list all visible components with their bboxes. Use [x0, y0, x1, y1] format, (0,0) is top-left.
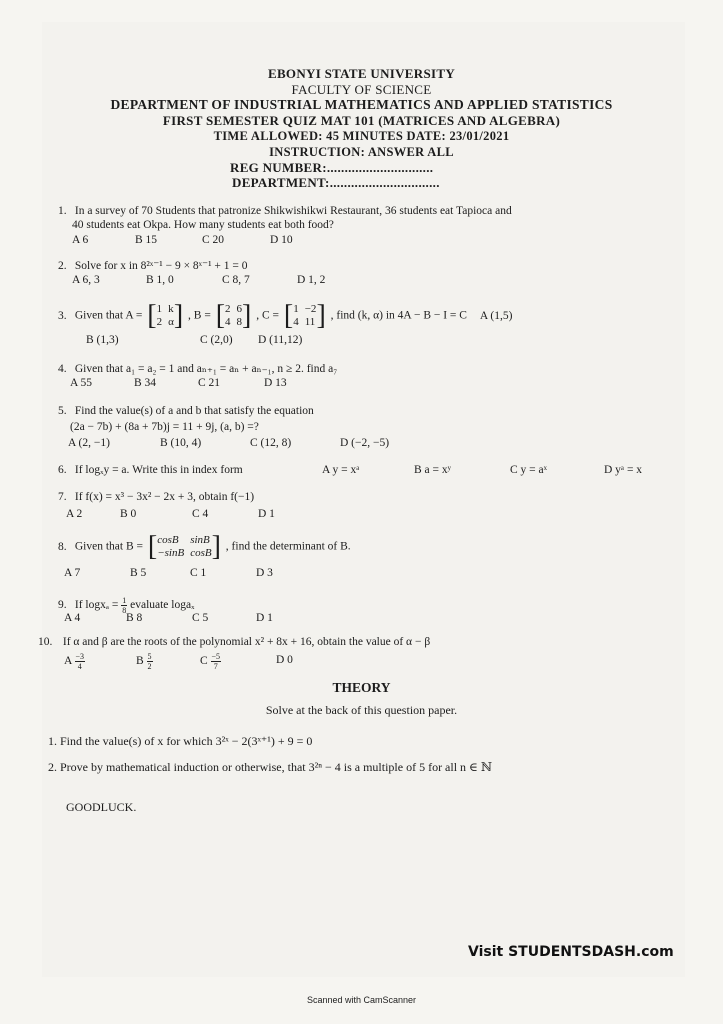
- q4-option-d: D 13: [264, 377, 287, 389]
- q2-option-a: A 6, 3: [72, 274, 100, 286]
- q6-option-a: A y = xᵃ: [322, 464, 360, 476]
- department-name: DEPARTMENT OF INDUSTRIAL MATHEMATICS AND APPLIED STATISTICS: [110, 97, 613, 112]
- q1-option-d: D 10: [270, 234, 293, 246]
- question-10: [38, 636, 430, 648]
- question-8: 8. Given that B = [ cosB sinB −sinB cosB ] , find the determinant of B.: [58, 531, 351, 562]
- q9-option-a: A 4: [64, 612, 81, 624]
- theory-instruction: Solve at the back of this question paper.: [265, 703, 458, 717]
- q4-option-c: C 21: [198, 377, 221, 389]
- question-9: 9. If logxₐ = $\frac{1}{8}$ evaluate logaₓ: [58, 596, 195, 615]
- question-2: [58, 258, 248, 272]
- goodluck-text: GOODLUCK.: [66, 800, 137, 814]
- q10-option-b: B $\frac{5}{2}$: [136, 652, 152, 671]
- q8-option-a: A 7: [64, 567, 81, 579]
- question-text: In a survey of 70 Students that patronize Shikwishikwi Restaurant, 36 students eat Tapioca and: [74, 205, 512, 217]
- q1-option-a: A 6: [72, 234, 89, 246]
- question-text: If α and β are the roots of the polynomial x² + 8x + 16, obtain the value of α − β: [62, 636, 431, 648]
- question-6: [58, 464, 243, 476]
- q6-option-b: B a = xʸ: [414, 464, 452, 476]
- matrix-b-trig: [ cosB sinB −sinB cosB ]: [147, 531, 221, 562]
- time-date: TIME ALLOWED: 45 MINUTES DATE: 23/01/2021: [213, 129, 510, 143]
- q8-option-b: B 5: [130, 567, 147, 579]
- q5-option-a: A (2, −1): [68, 437, 110, 449]
- matrix-c: [ 1 −2 4 11 ]: [283, 300, 326, 331]
- watermark-visit-link: Visit STUDENTSDASH.com: [468, 944, 674, 960]
- theory-question-2: 2. Prove by mathematical induction or otherwise, that 3²ⁿ − 4 is a multiple of 5 for all n ∈ ℕ: [48, 760, 492, 774]
- question-number: 2.: [58, 260, 67, 272]
- q8-option-c: C 1: [190, 567, 207, 579]
- q2-option-c: C 8, 7: [222, 274, 250, 286]
- question-text: Given that a₁ = a₂ = 1 and aₙ₊₁ = aₙ + aₙ₋₁, n ≥ 2. find a₇: [74, 363, 338, 375]
- reg-number-field: REG NUMBER:..............................: [230, 160, 434, 175]
- q4-option-b: B 34: [134, 377, 157, 389]
- q5-option-c: C (12, 8): [250, 437, 292, 449]
- question-7: [58, 491, 254, 503]
- q3-option-c: C (2,0): [200, 334, 233, 346]
- q3-option-a: A (1,5): [479, 309, 513, 322]
- course-title: FIRST SEMESTER QUIZ MAT 101 (MATRICES AND ALGEBRA): [162, 113, 561, 128]
- question-number: 4.: [58, 363, 67, 375]
- q3-option-d: D (11,12): [258, 334, 303, 346]
- question-3: 3. Given that A = [ 1 k 2 α ] , B = [ 2 6 4 8 ] , C = [ 1 −2 4 11 ] , find (k, α) in 4A − B − I = C A (1,5): [58, 300, 513, 331]
- instruction: INSTRUCTION: ANSWER ALL: [269, 145, 454, 159]
- q7-option-a: A 2: [66, 508, 83, 520]
- question-text: If logxₐ =: [74, 599, 119, 612]
- q5-option-b: B (10, 4): [160, 437, 202, 449]
- question-text: If f(x) = x³ − 3x² − 2x + 3, obtain f(−1): [74, 491, 255, 503]
- question-5: [58, 405, 314, 417]
- question-number: 3.: [58, 309, 67, 322]
- question-5-equation: (2a − 7b) + (8a + 7b)j = 11 + 9j, (a, b) =?: [70, 421, 259, 433]
- theory-heading: THEORY: [332, 680, 391, 695]
- question-number: 5.: [58, 405, 67, 417]
- q4-option-a: A 55: [70, 377, 93, 389]
- q9-option-c: C 5: [192, 612, 209, 624]
- question-number: 8.: [58, 540, 67, 553]
- question-number: 1.: [58, 205, 67, 217]
- q1-option-b: B 15: [135, 234, 158, 246]
- question-4: [58, 361, 337, 375]
- q8-option-d: D 3: [256, 567, 273, 579]
- fraction-one-eighth: $\frac{1}{8}$: [122, 596, 127, 615]
- question-number: 6.: [58, 464, 67, 476]
- question-number: 7.: [58, 491, 67, 503]
- question-text: Given that B =: [74, 540, 144, 553]
- theory-question-1: 1. Find the value(s) of x for which 3²ˣ − 2(3ˣ⁺¹) + 9 = 0: [48, 734, 313, 748]
- q5-option-d: D (−2, −5): [340, 437, 390, 449]
- q2-option-d: D 1, 2: [297, 274, 326, 286]
- q6-option-c: C y = aˣ: [510, 464, 547, 476]
- q7-option-c: C 4: [192, 508, 209, 520]
- question-1: [58, 205, 512, 217]
- question-text: Given that A =: [74, 309, 143, 322]
- q9-option-d: D 1: [256, 612, 273, 624]
- question-text: Solve for x in 8²ˣ⁻¹ − 9 × 8ˣ⁻¹ + 1 = 0: [74, 260, 248, 272]
- matrix-a: [ 1 k 2 α ]: [147, 300, 184, 331]
- university-name: EBONYI STATE UNIVERSITY: [267, 66, 456, 81]
- question-1-line2: 40 students eat Okpa. How many students eat both food?: [72, 219, 334, 231]
- q1-option-c: C 20: [202, 234, 225, 246]
- question-number: 10.: [38, 636, 53, 648]
- q3-option-b: B (1,3): [86, 334, 119, 346]
- q10-option-a: A $\frac{-3}{4}$: [64, 652, 85, 671]
- q7-option-b: B 0: [120, 508, 137, 520]
- question-text: If logₓy = a. Write this in index form: [74, 464, 243, 476]
- q2-option-b: B 1, 0: [146, 274, 174, 286]
- q10-option-d: D 0: [276, 654, 293, 666]
- scanner-credit: Scanned with CamScanner: [306, 995, 417, 1005]
- matrix-b: [ 2 6 4 8 ]: [215, 300, 252, 331]
- q10-option-c: C $\frac{-5}{7}$: [200, 652, 221, 671]
- faculty-name: FACULTY OF SCIENCE: [291, 82, 432, 97]
- q6-option-d: D yᵃ = x: [604, 464, 643, 476]
- q7-option-d: D 1: [258, 508, 275, 520]
- department-field: DEPARTMENT:...............................: [232, 175, 440, 190]
- question-number: 9.: [58, 599, 67, 612]
- q9-option-b: B 8: [126, 612, 143, 624]
- question-text: Find the value(s) of a and b that satisfy the equation: [74, 405, 314, 417]
